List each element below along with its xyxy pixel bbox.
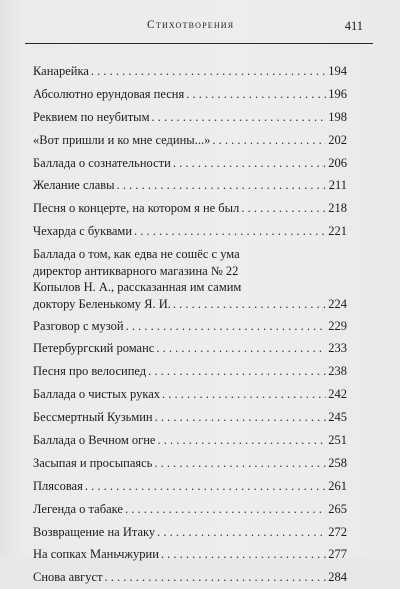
toc-entry-page: 251	[328, 432, 347, 447]
toc-entry	[33, 83, 347, 106]
toc-entry-page: 221	[328, 224, 347, 239]
toc-entry	[33, 521, 347, 544]
dot-leader	[134, 220, 326, 243]
toc-entry-title: Плясовая	[33, 478, 83, 493]
toc-entry-page: 284	[328, 570, 347, 585]
dot-leader	[173, 296, 326, 313]
toc-entry-title: На сопках Маньчжурии	[33, 547, 159, 562]
dot-leader	[126, 315, 327, 338]
dot-leader	[125, 498, 326, 521]
dot-leader	[85, 475, 326, 498]
toc-entry-page: 242	[328, 387, 347, 402]
toc-entry	[33, 475, 347, 498]
dot-leader	[148, 360, 326, 383]
toc-entry	[33, 429, 347, 452]
dot-leader	[173, 152, 326, 175]
table-of-contents	[33, 60, 347, 589]
toc-entry	[33, 566, 347, 589]
toc-entry-page: 277	[328, 547, 347, 562]
toc-entry-page: 196	[328, 86, 347, 101]
toc-entry-title: Песня о концерте, на котором я не был	[33, 201, 240, 216]
page-header	[0, 19, 400, 39]
toc-entry	[33, 543, 347, 566]
toc-entry	[33, 360, 347, 383]
toc-entry	[33, 498, 347, 521]
toc-entry-title: Снова август	[33, 570, 103, 585]
dot-leader	[186, 83, 326, 106]
toc-entry-title: Засыпая и просыпаясь	[33, 455, 153, 470]
toc-entry	[33, 452, 347, 475]
toc-entry-title: Баллада о чистых руках	[33, 387, 161, 402]
toc-entry	[33, 315, 347, 338]
toc-entry-title: Разговор с музой	[33, 318, 124, 333]
toc-entry-multiline	[33, 243, 347, 314]
toc-entry-page: 218	[328, 201, 347, 216]
toc-entry-page: 261	[328, 478, 347, 493]
toc-entry-page: 258	[328, 455, 347, 470]
toc-entry-title-line: доктору Беленькому Я. И.	[33, 296, 171, 311]
running-title: Стихотворения	[147, 19, 235, 31]
toc-entry-title: Баллада о сознательности	[33, 155, 171, 170]
dot-leader	[105, 566, 327, 589]
toc-entry-page: 229	[328, 318, 347, 333]
header-rule	[25, 43, 373, 44]
toc-entry	[33, 383, 347, 406]
toc-entry	[33, 129, 347, 152]
toc-entry-title: Абсолютно ерундовая песня	[33, 86, 185, 101]
toc-entry-last-line	[33, 296, 347, 313]
toc-entry-title: «Вот пришли и ко мне седины...»	[33, 132, 211, 147]
toc-entry-title: Баллада о Вечном огне	[33, 432, 156, 447]
dot-leader	[117, 174, 327, 197]
toc-entry-title: Желание славы	[33, 178, 115, 193]
toc-entry-page: 238	[328, 364, 347, 379]
toc-entry-title: Бессмертный Кузьмин	[33, 410, 153, 425]
toc-entry	[33, 220, 347, 243]
dot-leader	[155, 406, 327, 429]
toc-entry	[33, 60, 347, 83]
toc-entry-title: Петербургский романс	[33, 341, 155, 356]
toc-entry-page: 194	[328, 64, 347, 78]
toc-entry-title: Канарейка	[33, 64, 89, 78]
dot-leader	[157, 521, 326, 544]
toc-entry-title: Реквием по неубитым	[33, 109, 150, 124]
toc-entry-title: Песня про велосипед	[33, 364, 147, 379]
toc-entry-title-line: Копылов Н. А., рассказанная им самим	[33, 280, 242, 295]
dot-leader	[162, 383, 326, 406]
toc-entry-page: 224	[328, 296, 347, 311]
toc-entry	[33, 174, 347, 197]
toc-entry-title: Возвращение на Итаку	[33, 524, 156, 539]
toc-entry	[33, 106, 347, 129]
dot-leader	[157, 429, 326, 452]
toc-entry-title: Чехарда с буквами	[33, 224, 133, 239]
toc-entry	[33, 152, 347, 175]
toc-entry-title: Легенда о табаке	[33, 501, 123, 516]
toc-entry	[33, 197, 347, 220]
toc-entry	[33, 337, 347, 360]
dot-leader	[156, 337, 326, 360]
dot-leader	[212, 129, 326, 152]
toc-entry-title-line: директор антикварного магазина № 22	[33, 263, 239, 278]
dot-leader	[161, 543, 326, 566]
toc-entry-page: 202	[328, 132, 347, 147]
toc-entry-page: 198	[328, 109, 347, 124]
toc-entry-page: 206	[328, 155, 347, 170]
toc-entry-page: 233	[328, 341, 347, 356]
dot-leader	[91, 60, 326, 83]
dot-leader	[151, 106, 326, 129]
toc-entry-title-line: Баллада о том, как едва не сошёс с ума	[33, 247, 240, 262]
toc-entry-page: 211	[328, 178, 347, 193]
dot-leader	[154, 452, 326, 475]
toc-entry-page: 265	[328, 501, 347, 516]
page-number: 411	[344, 19, 363, 33]
toc-entry-page: 272	[328, 524, 347, 539]
toc-entry	[33, 406, 347, 429]
toc-entry-page: 245	[328, 410, 347, 425]
dot-leader	[241, 197, 326, 220]
